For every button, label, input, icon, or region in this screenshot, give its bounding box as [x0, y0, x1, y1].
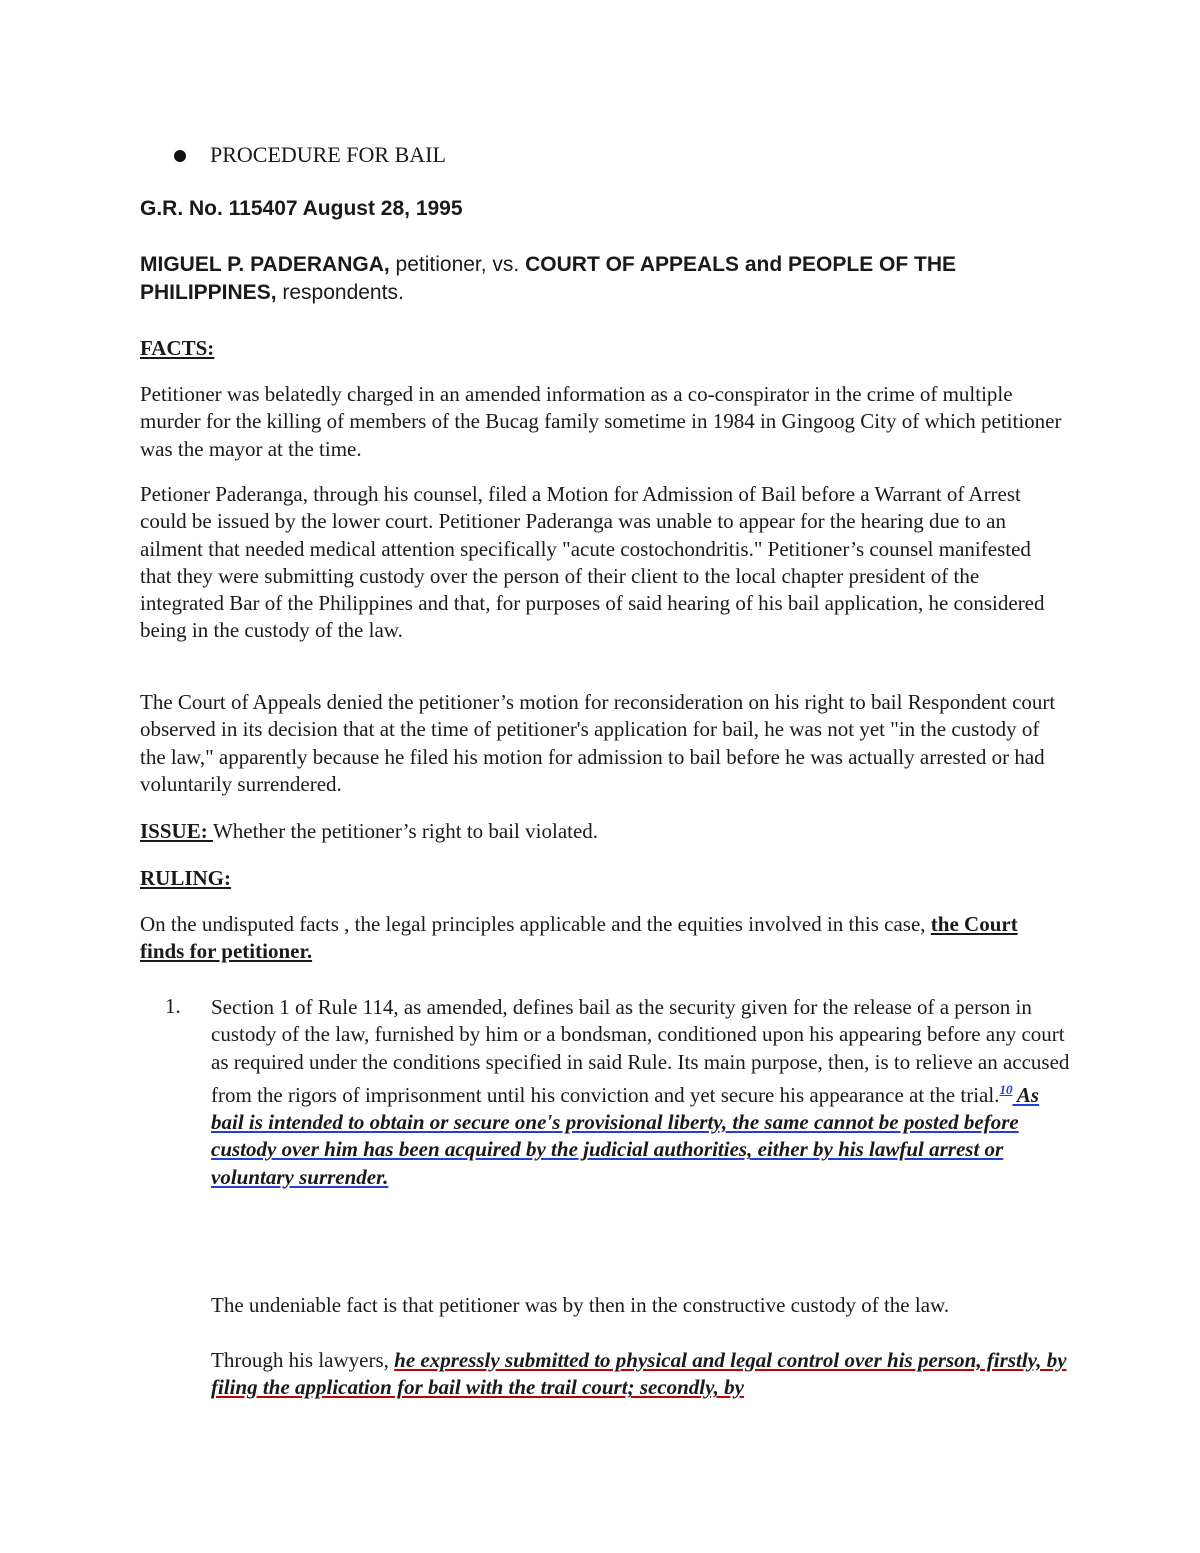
petitioner-role: petitioner, vs.	[389, 253, 526, 276]
facts-paragraph-2: Petioner Paderanga, through his counsel, filed a Motion for Admission of Bail before a Warrant of Arrest could be issued by the lower court. Petitioner Paderanga was unable to appear for the hearing due to an ailment that needed medical attention specifically "acute costochondritis." Petitioner’s counsel manifested that they were submitting custody over the person of their client to the local chapter president of the integrated Bar of the Philippines and that, for purposes of said hearing of his bail application, he considered being in the custody of the law.	[140, 482, 1045, 643]
facts-heading: FACTS:	[140, 336, 215, 360]
lawyers-paragraph	[211, 1347, 1071, 1402]
lawyers-emphasis: he expressly submitted to physical and legal control over his person, firstly, by filing the application for bail with the trail court;	[211, 1348, 1067, 1400]
ruling-conclusion: the Court finds for petitioner.	[140, 912, 1018, 964]
list-number: 1.	[165, 994, 181, 1018]
respondents-name: COURT OF APPEALS and PEOPLE OF THE PHILIPPINES,	[140, 253, 957, 304]
ruling-intro	[140, 911, 1065, 966]
issue-label: ISSUE:	[140, 819, 213, 843]
list-item-emphasis: As bail is intended to obtain or secure one's provisional liberty, the same cannot be posted before custody over him has been acquired by the judicial authorities, either by his lawful arrest or voluntary surrender.	[211, 1082, 1040, 1189]
facts-paragraph-3: The Court of Appeals denied the petitioner’s motion for reconsideration on his right to bail Respondent court observed in its decision that at the time of petitioner's application for bail, he was not yet "in the custody of the law," apparently because he filed his motion for admission to bail before he was actually arrested or had voluntarily surrendered.	[140, 690, 1056, 796]
facts-paragraph-1: Petitioner was belatedly charged in an amended information as a co-conspirator in the crime of multiple murder for the killing of members of the Bucag family sometime in 1984 in Gingoog City of which petitioner was the mayor at the time.	[140, 382, 1062, 461]
bullet-icon	[174, 150, 186, 162]
ruling-intro-text: On the undisputed facts , the legal principles applicable and the equities involved in this case,	[140, 912, 931, 936]
list-item	[211, 994, 1071, 1191]
list-item-text: Section 1 of Rule 114, as amended, defines bail as the security given for the release of a person in custody of the law, furnished by him or a bondsman, conditioned upon his appearing before any court as required under the conditions specified in said Rule. Its main purpose, then, is to relieve an accused from the rigors of imprisonment until his conviction and yet secure his appearance at the trial.	[211, 995, 1070, 1107]
footnote-link[interactable]: 10	[999, 1081, 1013, 1097]
case-number: G.R. No. 115407 August 28, 1995	[140, 197, 463, 220]
petitioner-name: MIGUEL P. PADERANGA,	[140, 253, 390, 276]
ruling-heading: RULING:	[140, 866, 232, 890]
bullet-heading: PROCEDURE FOR BAIL	[210, 142, 446, 167]
constructive-custody-paragraph: The undeniable fact is that petitioner was by then in the constructive custody of the law.	[211, 1293, 950, 1317]
issue-text: Whether the petitioner’s right to bail violated.	[212, 819, 599, 843]
respondents-role: respondents.	[276, 281, 404, 304]
issue-line	[140, 818, 1065, 845]
lawyers-intro: Through his lawyers,	[211, 1348, 395, 1372]
lawyers-second: secondly, by	[634, 1375, 745, 1400]
case-parties	[140, 251, 1065, 307]
